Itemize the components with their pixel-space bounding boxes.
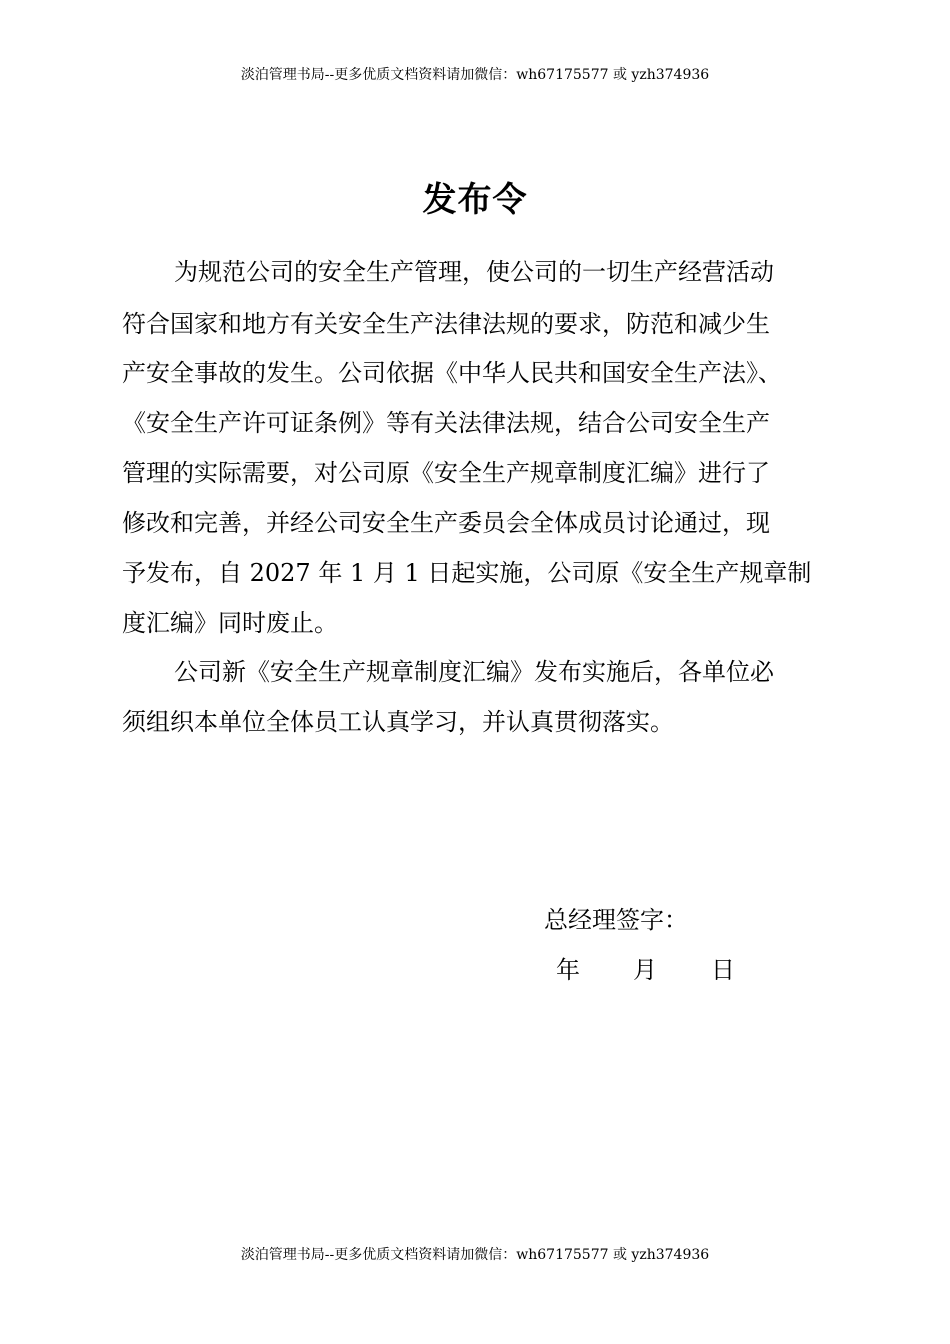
paragraph-line: 为规范公司的安全生产管理，使公司的一切生产经营活动 <box>174 258 774 286</box>
header-note: 淡泊管理书局--更多优质文档资料请加微信：wh67175577 或 yzh374936 <box>240 67 710 83</box>
paragraph-line: 产安全事故的发生。公司依据《中华人民共和国安全生产法》、 <box>122 359 782 387</box>
paragraph-line: 须组织本单位全体员工认真学习，并认真贯彻落实。 <box>122 708 674 736</box>
signature-label: 总经理签字： <box>544 906 688 934</box>
paragraph-line: 予发布，自 2027 年 1 月 1 日起实施，公司原《安全生产规章制 <box>122 559 812 587</box>
document-title: 发布令 <box>422 180 528 220</box>
paragraph-line: 符合国家和地方有关安全生产法律法规的要求，防范和减少生 <box>122 310 770 338</box>
date-day-label: 日 <box>711 956 735 984</box>
paragraph-line: 公司新《安全生产规章制度汇编》发布实施后，各单位必 <box>174 658 774 686</box>
date-year-label: 年 <box>556 956 580 984</box>
footer-note: 淡泊管理书局--更多优质文档资料请加微信：wh67175577 或 yzh374936 <box>240 1247 710 1263</box>
date-month-label: 月 <box>633 956 657 984</box>
paragraph-line: 管理的实际需要，对公司原《安全生产规章制度汇编》进行了 <box>122 459 770 487</box>
paragraph-line: 修改和完善，并经公司安全生产委员会全体成员讨论通过，现 <box>122 509 770 537</box>
paragraph-line: 《安全生产许可证条例》等有关法律法规，结合公司安全生产 <box>122 409 770 437</box>
paragraph-line: 度汇编》同时废止。 <box>122 609 338 637</box>
